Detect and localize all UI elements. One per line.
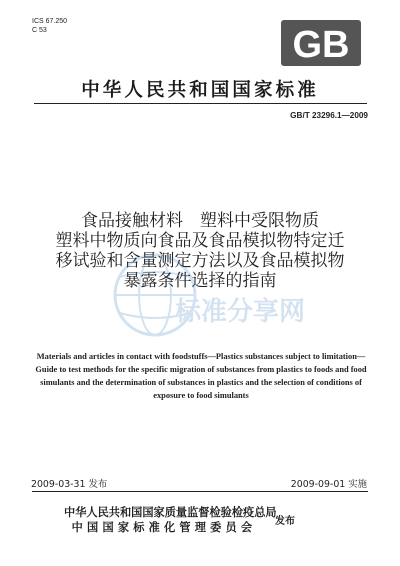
issuer-names bbox=[64, 505, 277, 535]
implementation-date: 2009-09-01 实施 bbox=[290, 479, 367, 490]
gb-logo-icon bbox=[281, 20, 361, 66]
publish-label: 发布 bbox=[275, 516, 295, 527]
issue-date: 2009-03-31 发布 bbox=[31, 479, 108, 490]
standard-number: GB/T 23296.1—2009 bbox=[290, 111, 368, 120]
issuer-sac: 中国国家标准化管理委员会 bbox=[71, 521, 257, 534]
ics-code: ICS 67.250 bbox=[32, 18, 68, 25]
gb-logo-text: GB bbox=[292, 24, 350, 66]
issuer-aqsiq: 中华人民共和国国家质量监督检验检疫总局 bbox=[64, 506, 277, 519]
title-cn-line-2: 塑料中物质向食品及食品模拟物特定迁 bbox=[55, 231, 345, 251]
document-title-en: Materials and articles in contact with foodstuffs—Plastics substances subject to limitation—Guide to test methods for the specific migration of substances from plastics to foods and food simulants and the determination of substances in plastics and the selection of conditions of exposure to food simulants bbox=[35, 352, 367, 400]
watermark-text: 标准分享网 bbox=[175, 297, 306, 327]
title-cn-line-3: 移试验和含量测定方法以及食品模拟物 bbox=[55, 251, 345, 271]
title-cn-line-4: 暴露条件选择的指南 bbox=[123, 271, 277, 291]
ics-code-block bbox=[32, 17, 67, 35]
ccs-code: C 53 bbox=[32, 27, 47, 34]
title-cn-line-1: 食品接触材料 塑料中受限物质 bbox=[81, 211, 319, 231]
top-divider bbox=[34, 103, 367, 104]
national-standard-title: 中华人民共和国国家标准 bbox=[81, 80, 319, 101]
bottom-divider bbox=[32, 491, 368, 492]
globe-watermark-icon bbox=[105, 245, 306, 345]
